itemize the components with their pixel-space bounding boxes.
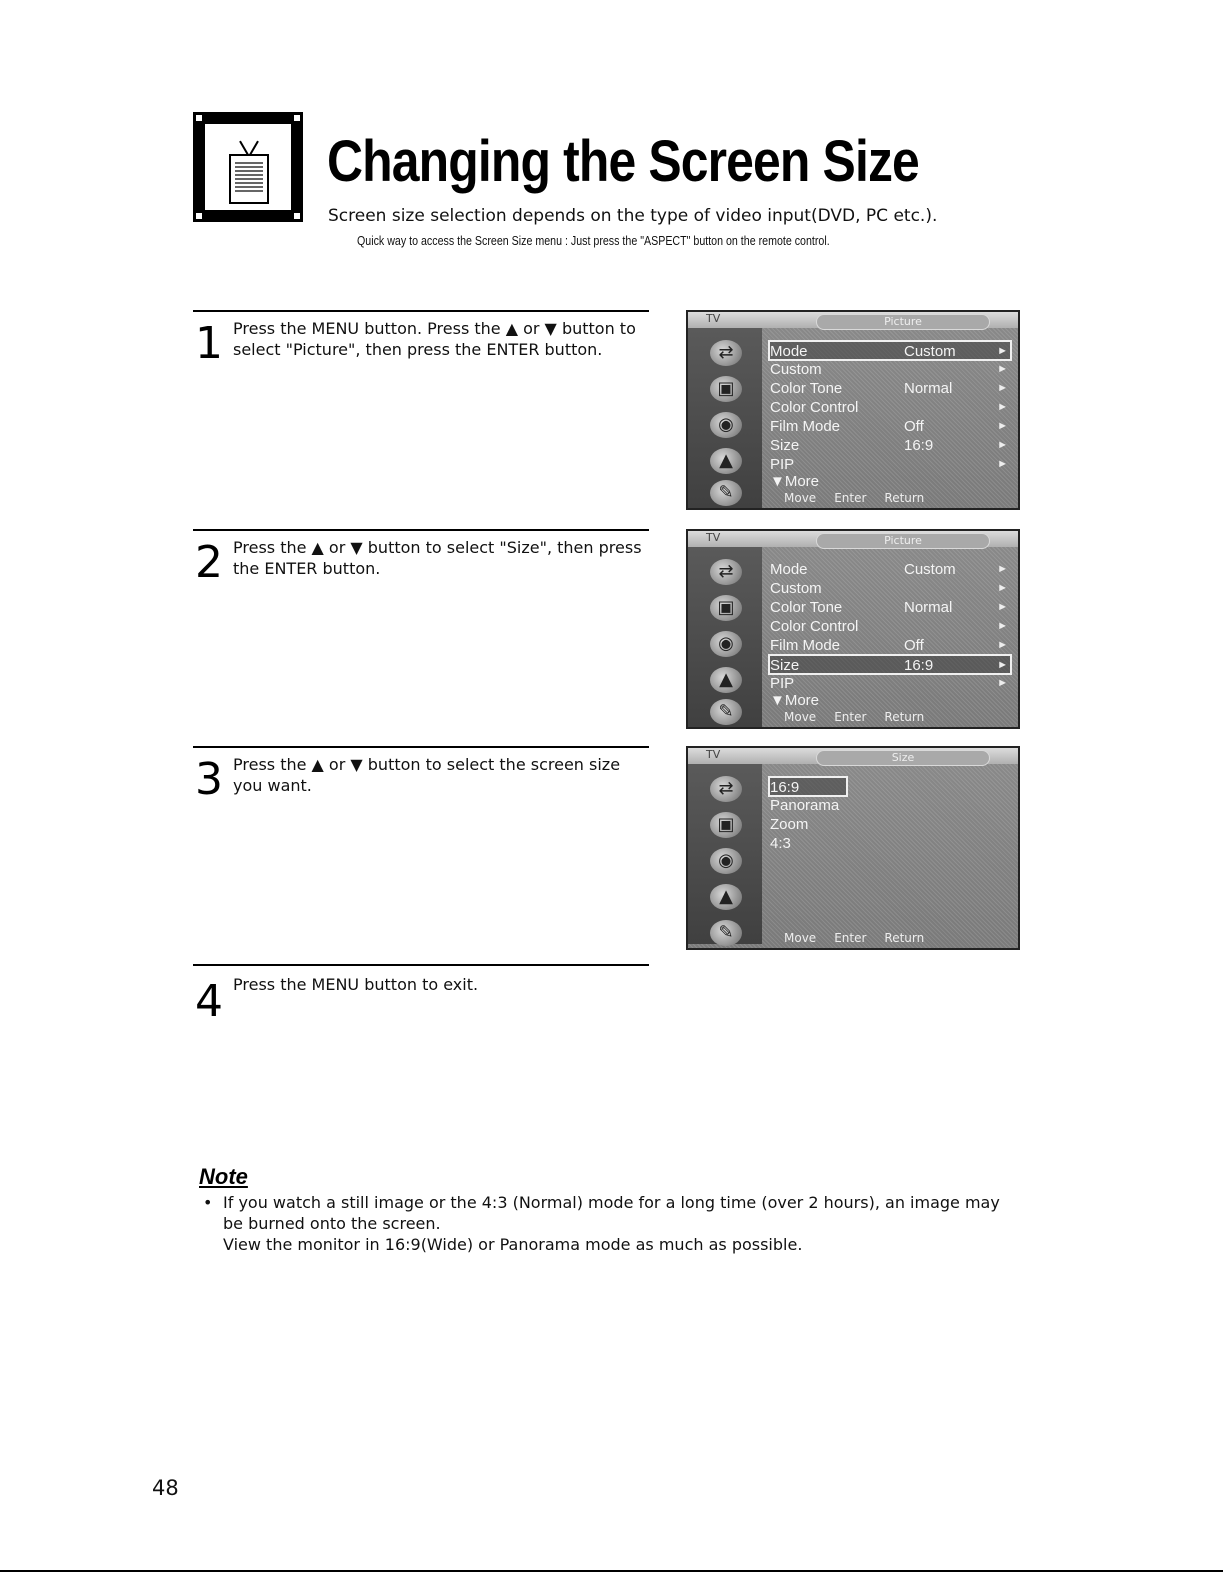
osd-item-4-3: 4:3 bbox=[770, 835, 791, 852]
arrow-right-icon: ► bbox=[997, 582, 1008, 594]
note-bullet: • bbox=[203, 1193, 213, 1212]
arrow-right-icon: ► bbox=[997, 401, 1008, 413]
note-text bbox=[223, 1192, 1013, 1255]
osd-item-pip: PIP ► bbox=[770, 456, 1008, 473]
tv-icon bbox=[193, 112, 303, 222]
step-text: Press the ▲ or ▼ button to select the screen size you want. bbox=[233, 755, 621, 795]
osd-icon-column bbox=[688, 328, 762, 508]
arrow-right-icon: ► bbox=[997, 601, 1008, 613]
step-text: Press the MENU button to exit. bbox=[233, 975, 479, 994]
page-number: 48 bbox=[152, 1476, 179, 1500]
osd-footer: Move Enter Return bbox=[784, 710, 925, 724]
step-1 bbox=[193, 310, 649, 512]
channel-icon: ▲ bbox=[710, 884, 742, 910]
osd-item-pip: PIP ► bbox=[770, 675, 1008, 692]
osd-item-more: ▼More bbox=[770, 692, 820, 709]
osd-footer: Move Enter Return bbox=[784, 491, 925, 505]
osd-item-mode: Mode Custom ► bbox=[770, 561, 1008, 578]
channel-icon: ▲ bbox=[710, 667, 742, 693]
osd-tv-label: TV bbox=[706, 531, 721, 544]
osd-tab: Picture bbox=[816, 533, 990, 549]
step-text: Press the ▲ or ▼ button to select "Size", then press the ENTER button. bbox=[233, 538, 642, 578]
osd-item-size: Size 16:9 ► bbox=[768, 654, 1012, 675]
picture-icon: ▣ bbox=[710, 376, 742, 402]
input-icon: ⇄ bbox=[710, 776, 742, 802]
osd-item-panorama: Panorama bbox=[770, 797, 840, 814]
note-text-line-2: View the monitor in 16:9(Wide) or Panorama mode as much as possible. bbox=[223, 1235, 803, 1254]
arrow-right-icon: ► bbox=[997, 345, 1008, 357]
osd-item-color-control: Color Control ► bbox=[770, 399, 1008, 416]
osd-screenshot-size-menu bbox=[686, 746, 1020, 950]
picture-icon: ▣ bbox=[710, 812, 742, 838]
step-4 bbox=[193, 964, 649, 1026]
arrow-right-icon: ► bbox=[997, 677, 1008, 689]
osd-item-zoom: Zoom bbox=[770, 816, 809, 833]
picture-icon: ▣ bbox=[710, 595, 742, 621]
arrow-right-icon: ► bbox=[997, 382, 1008, 394]
sound-icon: ◉ bbox=[710, 412, 742, 438]
osd-tv-label: TV bbox=[706, 312, 721, 325]
channel-icon: ▲ bbox=[710, 448, 742, 474]
arrow-right-icon: ► bbox=[997, 458, 1008, 470]
page-subtitle: Screen size selection depends on the type of video input(DVD, PC etc.). bbox=[328, 206, 938, 226]
osd-item-custom: Custom ► bbox=[770, 361, 1008, 378]
osd-item-mode: Mode Custom ► bbox=[768, 340, 1012, 361]
step-number: 3 bbox=[195, 754, 223, 805]
setup-icon: ✎ bbox=[710, 480, 742, 506]
quick-tip: Quick way to access the Screen Size menu : Just press the "ASPECT" button on the remote control. bbox=[357, 233, 830, 248]
osd-screenshot-size-selected bbox=[686, 529, 1020, 729]
sound-icon: ◉ bbox=[710, 631, 742, 657]
step-3 bbox=[193, 746, 649, 948]
osd-item-color-tone: Color Tone Normal ► bbox=[770, 599, 1008, 616]
arrow-right-icon: ► bbox=[997, 639, 1008, 651]
osd-item-color-tone: Color Tone Normal ► bbox=[770, 380, 1008, 397]
setup-icon: ✎ bbox=[710, 920, 742, 946]
arrow-right-icon: ► bbox=[997, 363, 1008, 375]
osd-item-film-mode: Film Mode Off ► bbox=[770, 418, 1008, 435]
arrow-right-icon: ► bbox=[997, 563, 1008, 575]
arrow-right-icon: ► bbox=[997, 420, 1008, 432]
bottom-rule bbox=[0, 1570, 1223, 1572]
setup-icon: ✎ bbox=[710, 699, 742, 725]
step-number: 2 bbox=[195, 537, 223, 588]
osd-item-custom: Custom ► bbox=[770, 580, 1008, 597]
step-2 bbox=[193, 529, 649, 731]
page-title: Changing the Screen Size bbox=[327, 129, 919, 194]
osd-item-size: Size 16:9 ► bbox=[770, 437, 1008, 454]
step-text: Press the MENU button. Press the ▲ or ▼ button to select "Picture", then press the ENTER button. bbox=[233, 319, 636, 359]
arrow-right-icon: ► bbox=[997, 620, 1008, 632]
step-number: 4 bbox=[195, 976, 223, 1027]
osd-item-film-mode: Film Mode Off ► bbox=[770, 637, 1008, 654]
osd-icon-column bbox=[688, 764, 762, 944]
sound-icon: ◉ bbox=[710, 848, 742, 874]
input-icon: ⇄ bbox=[710, 559, 742, 585]
osd-item-16-9: 16:9 bbox=[768, 776, 848, 797]
osd-footer: Move Enter Return bbox=[784, 931, 925, 945]
osd-icon-column bbox=[688, 547, 762, 727]
note-text-line-1: If you watch a still image or the 4:3 (Normal) mode for a long time (over 2 hours), an image may be burned onto the screen. bbox=[223, 1193, 1000, 1233]
note-title: Note bbox=[199, 1164, 248, 1189]
input-icon: ⇄ bbox=[710, 340, 742, 366]
osd-screenshot-picture-menu bbox=[686, 310, 1020, 510]
osd-item-more: ▼More bbox=[770, 473, 820, 490]
osd-tv-label: TV bbox=[706, 748, 721, 761]
osd-tab: Size bbox=[816, 750, 990, 766]
arrow-right-icon: ► bbox=[997, 659, 1008, 671]
step-number: 1 bbox=[195, 318, 223, 369]
osd-tab: Picture bbox=[816, 314, 990, 330]
osd-item-color-control: Color Control ► bbox=[770, 618, 1008, 635]
arrow-right-icon: ► bbox=[997, 439, 1008, 451]
